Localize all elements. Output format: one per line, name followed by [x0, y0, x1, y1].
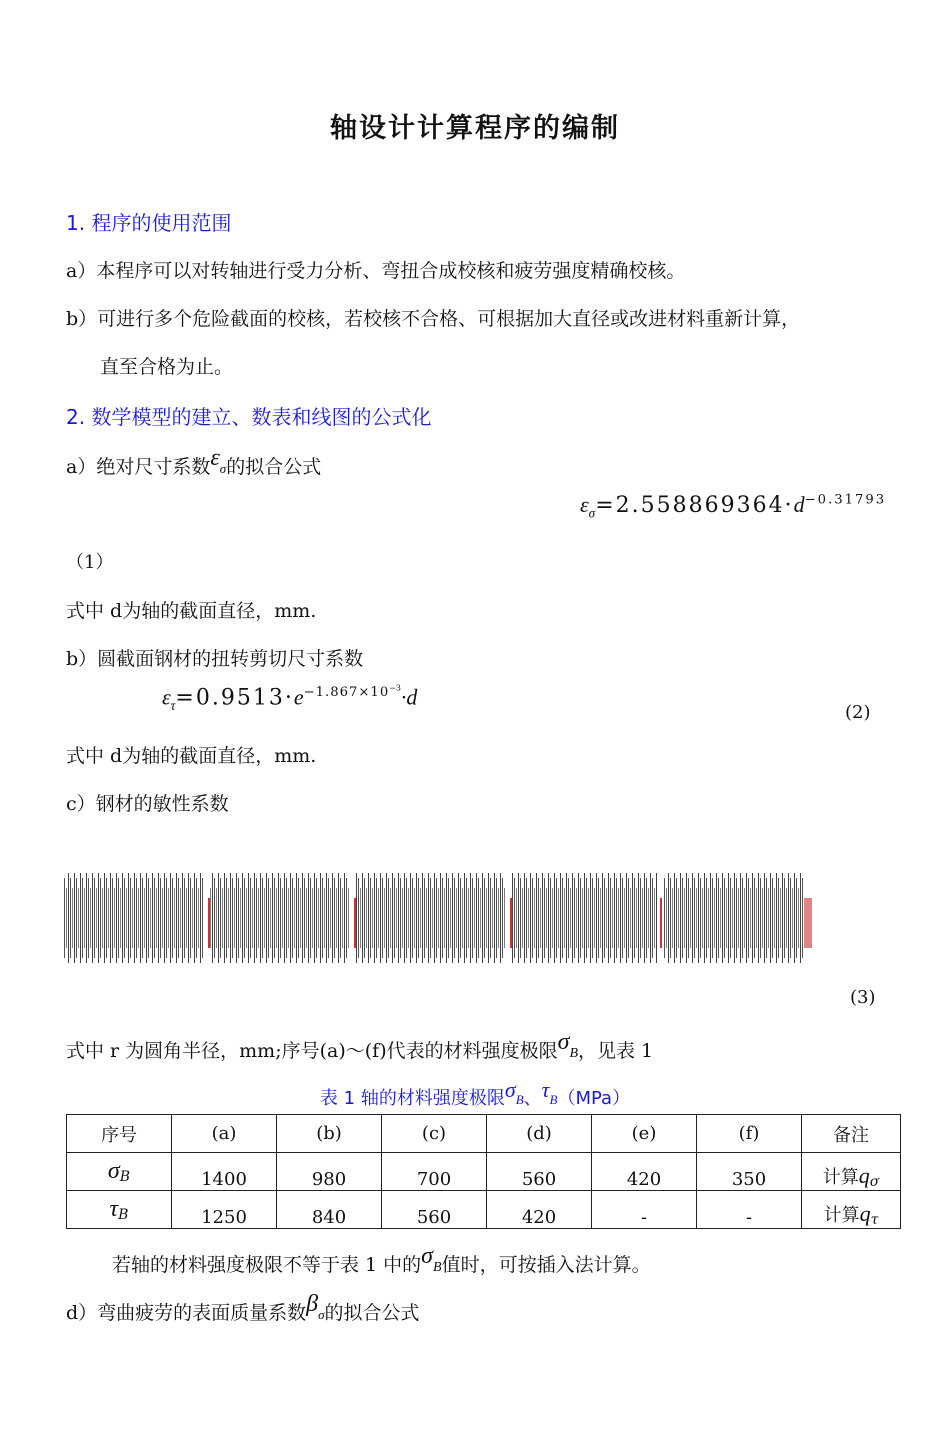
eq1-lhs: ε	[580, 492, 589, 517]
table-cell: 700	[382, 1153, 487, 1191]
equation-1	[580, 492, 886, 521]
header-cell: (f)	[697, 1115, 802, 1153]
table-cell: 1250	[172, 1191, 277, 1229]
note-sub: σ	[869, 1174, 880, 1190]
r-note-prefix: 式中 r 为圆角半径，mm;序号(a)～(f)代表的材料强度极限	[66, 1040, 558, 1062]
r-note-sigma: σ	[557, 1029, 570, 1055]
eq1-exp: −0.31793	[804, 492, 887, 508]
caption-sigma: σ	[504, 1077, 516, 1102]
table-1-caption	[0, 1077, 950, 1110]
interp-sigma: σ	[421, 1243, 434, 1269]
sigma-subscript: σ	[219, 461, 227, 476]
header-cell: 备注	[802, 1115, 901, 1153]
r-note-sub: B	[569, 1046, 579, 1061]
page-title: 轴设计计算程序的编制	[330, 113, 620, 144]
eq3-number: (3)	[850, 987, 876, 1008]
section-2-heading: 2. 数学模型的建立、数表和线图的公式化	[66, 405, 432, 429]
row-sub: B	[118, 1207, 129, 1223]
caption-tau: τ	[541, 1077, 550, 1102]
table-cell: 420	[487, 1191, 592, 1229]
eq1-rhs: =2.558869364·	[595, 493, 794, 518]
header-cell: (a)	[172, 1115, 277, 1153]
row-sub: B	[119, 1169, 131, 1185]
d-item-suffix: 的拟合公式	[324, 1302, 420, 1324]
epsilon-symbol: ε	[210, 445, 220, 471]
eq1-lhs-sub: σ	[588, 505, 596, 521]
eq1-var: d	[793, 492, 805, 517]
eq2-rhs: =0.9513·	[175, 685, 294, 711]
equation-2	[162, 684, 417, 714]
s2-item-d	[66, 1291, 420, 1326]
material-strength-table	[66, 1114, 901, 1229]
eq2-exp: −1.867×10	[303, 685, 390, 701]
row-label	[67, 1153, 172, 1191]
table-row-tau	[67, 1191, 901, 1229]
eq2-number: (2)	[845, 702, 871, 723]
interp-suffix: 值时，可按插入法计算。	[441, 1254, 651, 1276]
equation-3-garbled-graphic	[64, 838, 814, 998]
interp-prefix: 若轴的材料强度极限不等于表 1 中的	[112, 1254, 422, 1276]
r-note	[66, 1029, 654, 1064]
table-cell: 980	[277, 1153, 382, 1191]
eq2-tail: ·d	[400, 684, 418, 710]
note-cell	[802, 1153, 901, 1191]
eq1-number: （1）	[66, 552, 114, 573]
s1-item-b-line2: 直至合格为止。	[100, 356, 234, 378]
s2-item-a	[66, 445, 322, 480]
table-cell: 1400	[172, 1153, 277, 1191]
note-text: 计算	[823, 1205, 860, 1226]
section-1-heading: 1. 程序的使用范围	[66, 211, 232, 235]
note-cell	[802, 1191, 901, 1229]
s2-item-b: b）圆截面钢材的扭转剪切尺寸系数	[66, 648, 364, 670]
table-cell: 560	[487, 1153, 592, 1191]
header-cell: (d)	[487, 1115, 592, 1153]
table-cell: -	[592, 1191, 697, 1229]
note-text: 计算	[822, 1167, 859, 1188]
row-sym: σ	[107, 1158, 120, 1184]
s1-item-a: a）本程序可以对转轴进行受力分析、弯扭合成校核和疲劳强度精确校核。	[66, 260, 686, 282]
eq2-lhs-sub: τ	[170, 698, 176, 714]
s1-item-b-line1: b）可进行多个危险截面的校核，若校核不合格、可根据加大直径或改进材料重新计算，	[66, 308, 801, 330]
s2-item-a-suffix: 的拟合公式	[226, 456, 322, 478]
eq2-lhs: ε	[162, 684, 171, 710]
table-cell: 420	[592, 1153, 697, 1191]
header-cell: (b)	[277, 1115, 382, 1153]
eq2-exp2: −3	[389, 684, 401, 693]
note-sym: q	[859, 1201, 871, 1226]
caption-sub1: B	[515, 1092, 524, 1107]
table-cell: -	[697, 1191, 802, 1229]
header-cell: (c)	[382, 1115, 487, 1153]
d-item-prefix: d）弯曲疲劳的表面质量系数	[66, 1302, 307, 1324]
caption-suffix: （MPa）	[557, 1088, 631, 1109]
eq2-e: e	[293, 684, 304, 710]
beta-sub: σ	[318, 1307, 325, 1322]
beta-symbol: β	[306, 1291, 319, 1317]
interp-sub: B	[433, 1260, 442, 1275]
table-cell: 560	[382, 1191, 487, 1229]
note-sub: τ	[870, 1212, 879, 1228]
r-note-suffix: ，见表 1	[578, 1040, 654, 1062]
table-cell: 350	[697, 1153, 802, 1191]
row-label	[67, 1191, 172, 1229]
note-sym: q	[858, 1163, 870, 1188]
s2-item-c: c）钢材的敏性系数	[66, 793, 229, 815]
table-header-row	[67, 1115, 901, 1153]
table-row-sigma	[67, 1153, 901, 1191]
row-sym: τ	[109, 1196, 119, 1222]
d-note-1: 式中 d为轴的截面直径，mm.	[66, 600, 317, 622]
interpolation-note	[112, 1243, 651, 1278]
header-cell: 序号	[67, 1115, 172, 1153]
caption-sep: 、	[523, 1088, 542, 1109]
d-note-2: 式中 d为轴的截面直径，mm.	[66, 745, 317, 767]
caption-sub2: B	[549, 1092, 558, 1107]
caption-prefix: 表 1 轴的材料强度极限	[319, 1088, 505, 1109]
header-cell: (e)	[592, 1115, 697, 1153]
s2-item-a-prefix: a）绝对尺寸系数	[66, 456, 211, 478]
table-cell: 840	[277, 1191, 382, 1229]
